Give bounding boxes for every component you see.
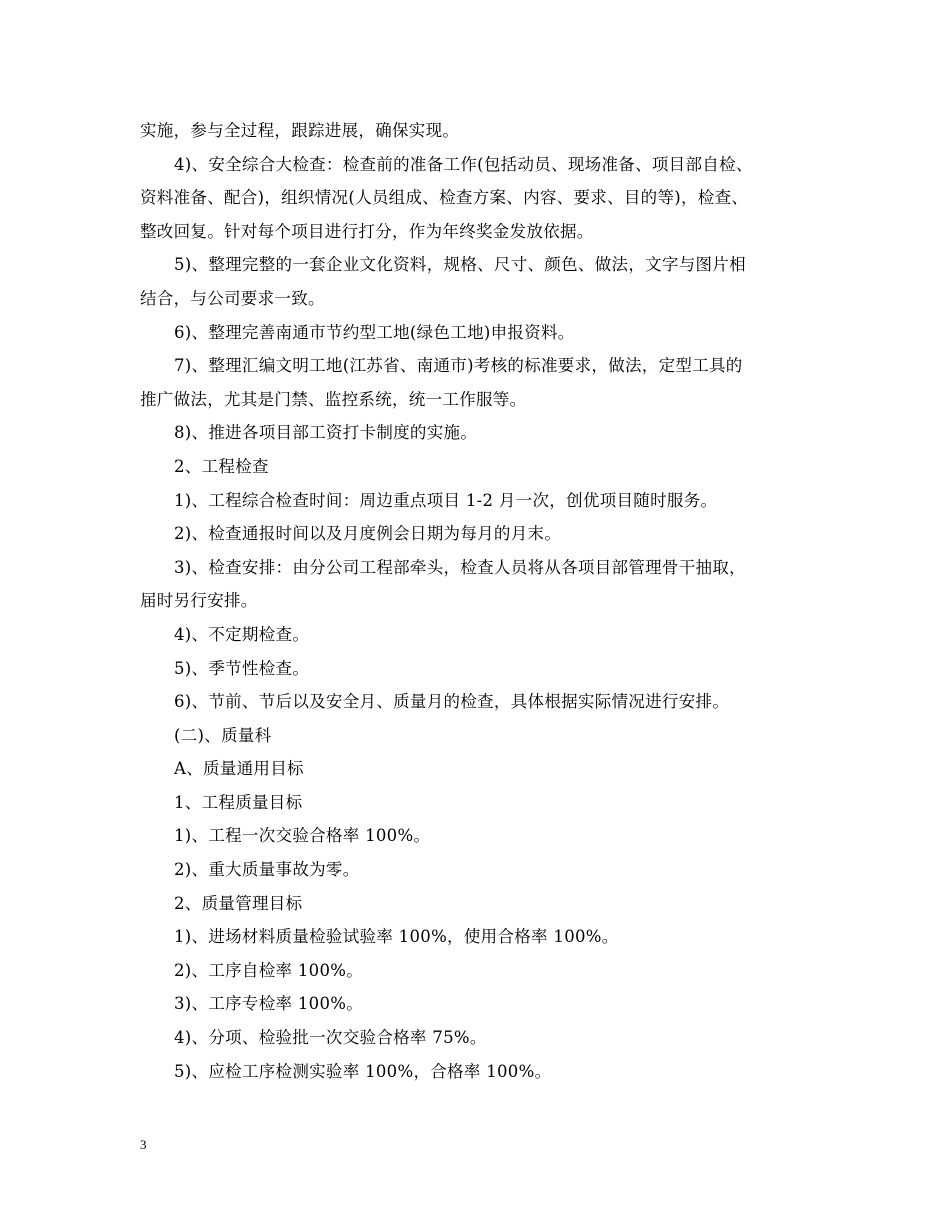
section-heading: A、质量通用目标 [174,759,304,779]
text-line: 4)、安全综合大检查：检查前的准备工作(包括动员、现场准备、项目部自检、 [174,154,753,174]
text-line: 4)、不定期检查。 [174,624,310,644]
text-line: 7)、整理汇编文明工地(江苏省、南通市)考核的标准要求，做法，定型工具的 [174,356,743,376]
section-heading: 2、质量管理目标 [174,893,303,913]
section-heading: (二)、质量科 [174,725,272,745]
text-line: 3)、检查安排：由分公司工程部牵头，检查人员将从各项目部管理骨干抽取， [174,557,746,577]
text-line: 2)、检查通报时间以及月度例会日期为每月的月末。 [174,524,562,544]
page-number: 3 [140,1137,147,1152]
text-line: 2)、工序自检率 100%。 [174,960,364,980]
text-line: 实施，参与全过程，跟踪进展，确保实现。 [140,121,460,140]
text-line: 8)、推进各项目部工资打卡制度的实施。 [174,423,478,443]
text-line: 1)、工程综合检查时间：周边重点项目 1-2 月一次，创优项目随时服务。 [174,490,718,510]
text-line: 6)、整理完善南通市节约型工地(绿色工地)申报资料。 [174,322,575,342]
section-heading: 2、工程检查 [174,456,269,476]
text-line: 1)、进场材料质量检验试验率 100%，使用合格率 100%。 [174,927,619,947]
text-line: 1)、工程一次交验合格率 100%。 [174,826,431,846]
text-line: 5)、应检工序检测实验率 100%，合格率 100%。 [174,1061,552,1081]
text-line: 整改回复。针对每个项目进行打分，作为年终奖金发放依据。 [140,221,594,241]
text-line: 3)、工序专检率 100%。 [174,994,364,1014]
text-line: 4)、分项、检验批一次交验合格率 75%。 [174,1028,487,1048]
text-line: 5)、季节性检查。 [174,658,310,678]
text-line: 5)、整理完整的一套企业文化资料，规格、尺寸、颜色、做法，文字与图片相 [174,255,746,275]
text-line: 2)、重大质量事故为零。 [174,860,360,880]
text-line: 结合，与公司要求一致。 [140,288,325,308]
text-line: 6)、节前、节后以及安全月、质量月的检查，具体根据实际情况进行安排。 [174,692,730,712]
text-line: 推广做法，尤其是门禁、监控系统，统一工作服等。 [140,389,527,409]
section-heading: 1、工程质量目标 [174,792,303,812]
document-body [140,114,830,1088]
text-line: 资料准备、配合)，组织情况(人员组成、检查方案、内容、要求、目的等)，检查、 [140,188,749,208]
text-line: 届时另行安排。 [140,591,258,611]
